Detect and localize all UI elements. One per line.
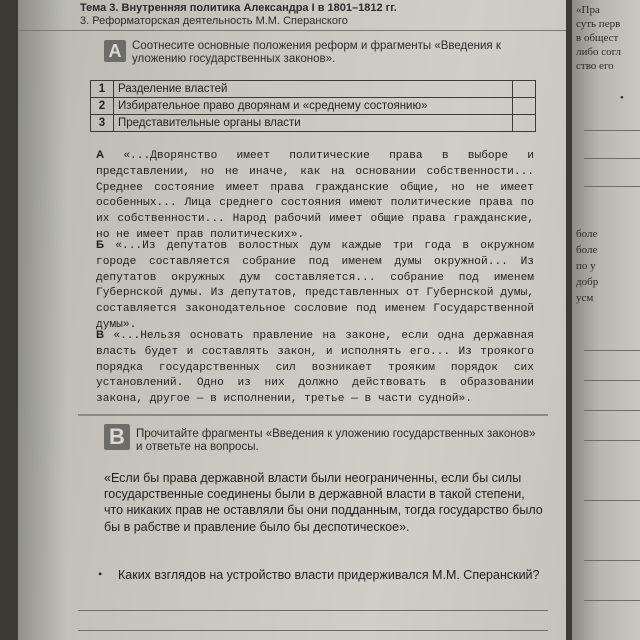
adjacent-text: боле [576,228,598,240]
row-text: Разделение властей [114,81,513,98]
row-number: 1 [91,81,114,98]
fragment-text: «...Из депутатов волостных дум каждые три года в окружном городе составляется собрание под именем думы окружной... Из депутатов окружных дум составляется... собрание под именем Губернской думы. Из депутатов, представленных от Губернской думы, составляется законодательное сословие под именем Государственной думы». [96,240,534,331]
adjacent-text: добр [576,276,599,288]
adjacent-rule [584,158,640,159]
header-subtopic: 3. Реформаторская деятельность М.М. Сперанского [80,15,348,27]
fragment-text: «...Нельзя основать правление на законе, если одна державная власть будет и составлять закон, и исполнять его... Из троякого порядка государственных сил возникает трояким порядок сих установлений. Одно из них должно действовать в образовании закона, другое — в исполнении, третье — в части судной». [96,330,534,406]
answer-cell[interactable] [513,115,536,132]
fragment-b [96,238,534,334]
adjacent-rule [584,380,640,381]
table-row [91,115,536,132]
row-number: 2 [91,98,114,115]
section-b-task: Прочитайте фрагменты «Введения к уложению государственных законов» и ответьте на вопросы. [136,428,536,453]
row-number: 3 [91,115,114,132]
reforms-table [90,80,536,132]
adjacent-rule [584,600,640,601]
adjacent-text: боле [576,244,598,256]
textbook-page [18,0,566,640]
header-divider [18,30,566,31]
fragment-label: В [96,329,105,341]
adjacent-page [572,0,640,640]
adjacent-text: по у [576,260,596,272]
adjacent-text: • [620,92,624,104]
answer-line[interactable] [78,630,548,631]
answer-cell[interactable] [513,81,536,98]
section-divider [78,414,548,416]
speransky-quote: «Если бы права державной власти были неограниченны, если бы силы государственные соединены были в державной власти в такой степени, что никаких прав не оставляли бы они подданным, тогда государство было бы в рабстве и правление было бы деспотическое». [104,471,543,534]
section-a-task: Соотнесите основные положения реформ и фрагменты «Введения к уложению государственных законов». [132,40,501,65]
adjacent-text: усм [576,292,594,304]
table-row [91,81,536,98]
adjacent-text: в общест [576,32,619,44]
adjacent-rule [584,350,640,351]
adjacent-rule [584,440,640,441]
answer-cell[interactable] [513,98,536,115]
question-text: Каких взглядов на устройство власти придерживался М.М. Сперанский? [118,568,540,582]
adjacent-text: суть перв [576,18,621,30]
adjacent-text: ство его [576,60,614,72]
page-header [80,2,397,28]
answer-line[interactable] [78,610,548,611]
adjacent-rule [584,130,640,131]
page-gutter-shadow [18,0,66,640]
fragment-a [96,148,534,244]
section-b-badge: В [104,424,130,450]
adjacent-text: «Пра [576,4,600,16]
adjacent-rule [584,186,640,187]
row-text: Избирательное право дворянам и «среднему состоянию» [114,98,513,115]
adjacent-rule [584,560,640,561]
adjacent-rule [584,500,640,501]
section-a-badge: А [104,40,126,62]
bullet-icon: • [98,567,103,581]
header-topic: Тема 3. Внутренняя политика Александра I в 1801–1812 гг. [80,2,397,14]
row-text: Представительные органы власти [114,115,513,132]
fragment-label: Б [96,239,105,251]
table-row [91,98,536,115]
fragment-c [96,328,534,408]
adjacent-text: либо согл [576,46,622,58]
fragment-text: «...Дворянство имеет политические права в выборе и представлении, но не иначе, как на основании собственности... Среднее состояние имеет права гражданские общие, но не имеет особенных... Лица среднего состояния имеют политические права по их собственности... Народ рабочий имеет общие права гражданские, но не имеет прав политических». [96,150,534,241]
fragment-label: А [96,149,105,161]
adjacent-rule [584,410,640,411]
